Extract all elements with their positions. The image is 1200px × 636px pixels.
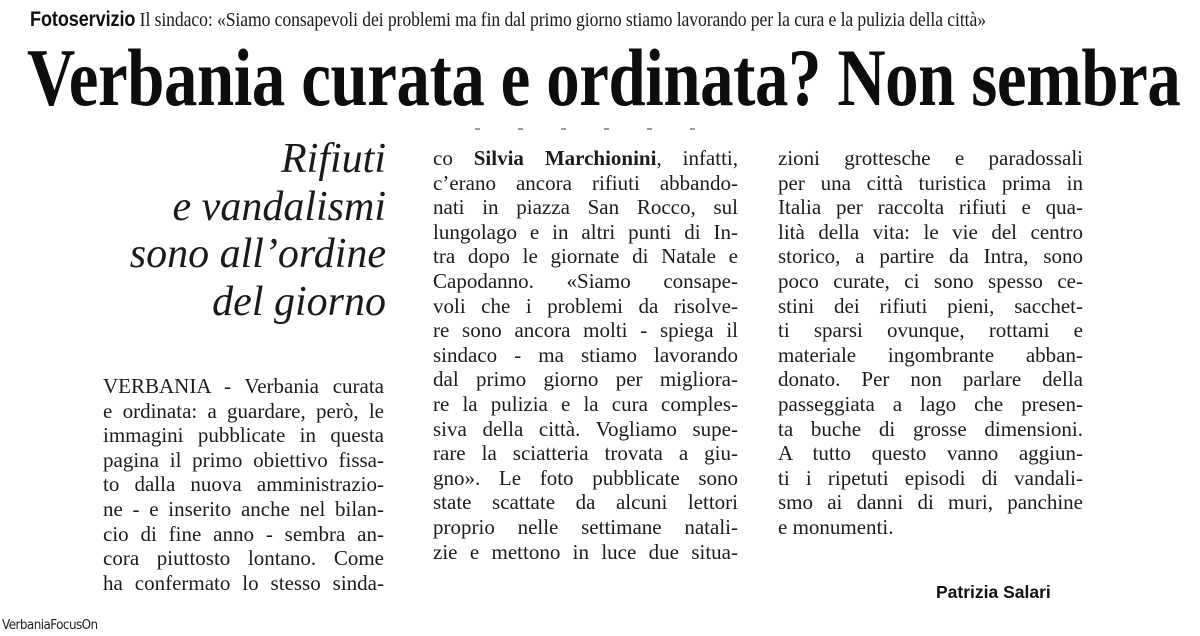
subhead-line: sono all’ordine	[129, 231, 386, 277]
text-line: re la pulizia e la cura comples-	[433, 391, 738, 416]
text-line: ha confermato lo stesso sinda-	[103, 570, 384, 595]
scan-artifact-dots	[475, 128, 695, 132]
text-line: ti sparsi ovunque, rottami e	[778, 318, 1083, 343]
text-line: donato. Per non parlare della	[778, 367, 1083, 392]
text-line: zie e mettono in luce due situa-	[433, 539, 738, 564]
text-line: A tutto questo vanno aggiun-	[778, 441, 1083, 466]
text-line: state scattate da alcuni lettori	[433, 490, 738, 515]
text-line: smo ai danni di muri, panchine	[778, 490, 1083, 515]
text-line: storico, a partire da Intra, sono	[778, 244, 1083, 269]
text-fragment: , infatti,	[656, 146, 739, 170]
text-line: cora piuttosto lontano. Come	[103, 546, 384, 571]
text-line: voli che i problemi da risolve-	[433, 293, 738, 318]
artifact-dot	[475, 128, 480, 130]
text-line: dal primo giorno per migliora-	[433, 367, 738, 392]
text-line: immagini pubblicate in questa	[103, 423, 384, 448]
artifact-dot	[604, 128, 609, 130]
text-line: e ordinata: a guardare, però, le	[103, 398, 384, 423]
section-label: Fotoservizio	[30, 8, 136, 31]
subhead-line: e vandalismi	[172, 183, 386, 230]
text-line: lità della vita: le vie del centro	[778, 219, 1083, 244]
article-column-1	[103, 374, 384, 595]
text-line: ne - e inserito anche nel bilan-	[103, 496, 384, 521]
text-line: VERBANIA - Verbania curata	[103, 374, 384, 398]
text-line: tra dopo le giornate di Natale e	[433, 244, 738, 269]
artifact-dot	[518, 128, 523, 130]
text-line: proprio nelle settimane natali-	[433, 514, 738, 539]
kicker-quote: Il sindaco: «Siamo consapevoli dei problemi ma fin dal primo giorno stiamo lavorando per la cura e la pulizia della città»	[135, 9, 986, 31]
subhead-line: del giorno	[212, 278, 386, 325]
text-line: to dalla nuova amministrazio-	[103, 472, 384, 497]
text-line: Capodanno. «Siamo consape-	[433, 268, 738, 293]
text-line: re sono ancora molti - spiega il	[433, 318, 738, 343]
text-line: nati in piazza San Rocco, sul	[433, 195, 738, 220]
artifact-dot	[647, 128, 652, 130]
source-watermark: VerbaniaFocusOn	[2, 618, 98, 633]
mayor-name: Silvia Marchionini	[473, 146, 657, 170]
text-line: siva della città. Vogliamo supe-	[433, 416, 738, 441]
text-line: materiale ingombrante abban-	[778, 342, 1083, 367]
text-line: pagina il primo obiettivo fissa-	[103, 447, 384, 472]
article-column-3	[778, 146, 1083, 540]
text-line: sindaco - ma stiamo lavorando	[433, 342, 738, 367]
text-fragment: co	[433, 146, 474, 170]
artifact-dot	[690, 128, 695, 130]
text-line: e monumenti.	[778, 514, 894, 539]
headline: Verbania curata e ordinata? Non sembra	[27, 32, 1181, 123]
article-column-2	[433, 146, 738, 564]
text-line: Italia per raccolta rifiuti e qua-	[778, 195, 1083, 220]
text-line: rare la sciatteria trovata a giu-	[433, 441, 738, 466]
artifact-dot	[561, 128, 566, 130]
subheadline	[100, 136, 386, 326]
text-line: ti i ripetuti episodi di vandali-	[778, 465, 1083, 490]
author-byline: Patrizia Salari	[936, 582, 1051, 602]
text-line: gno». Le foto pubblicate sono	[433, 465, 738, 490]
text-line: stini dei rifiuti pieni, sacchet-	[778, 293, 1083, 318]
text-line: passeggiata a lago che presen-	[778, 391, 1083, 416]
text-line: per una città turistica prima in	[778, 170, 1083, 195]
text-line: poco curate, ci sono spesso ce-	[778, 268, 1083, 293]
text-line: cio di fine anno - sembra an-	[103, 521, 384, 546]
text-line: zioni grottesche e paradossali	[778, 146, 1083, 170]
text-line: ta buche di grosse dimensioni.	[778, 416, 1083, 441]
text-line: c’erano ancora rifiuti abbando-	[433, 170, 738, 195]
text-line	[433, 146, 738, 171]
text-line: lungolago e in altri punti di In-	[433, 219, 738, 244]
subhead-line: Rifiuti	[281, 136, 386, 182]
